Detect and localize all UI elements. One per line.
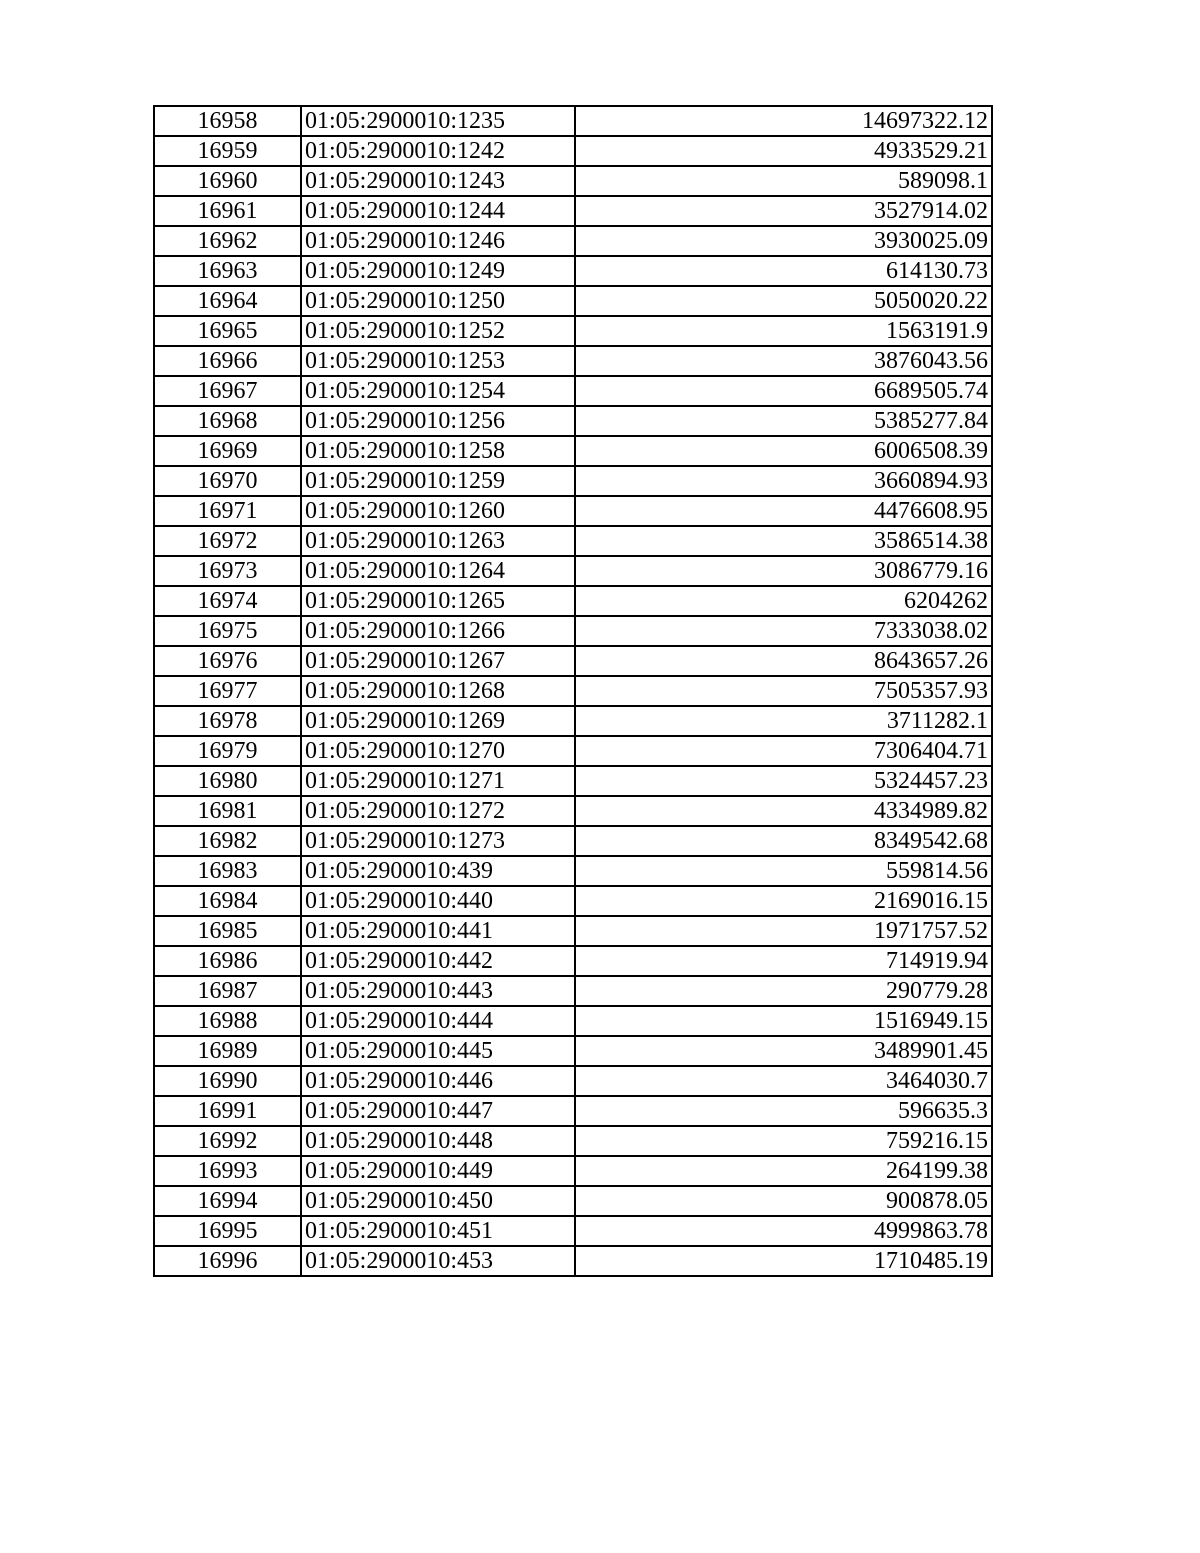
value-cell: 7333038.02: [575, 616, 992, 646]
table-row: [154, 976, 992, 1006]
row-number-cell: 16993: [154, 1156, 301, 1186]
value-cell: 3527914.02: [575, 196, 992, 226]
value-cell: 900878.05: [575, 1186, 992, 1216]
row-number-cell: 16959: [154, 136, 301, 166]
cadastral-number-cell: 01:05:2900010:1250: [301, 286, 575, 316]
table-row: [154, 1186, 992, 1216]
table-row: [154, 436, 992, 466]
value-cell: 1710485.19: [575, 1246, 992, 1276]
cadastral-number-cell: 01:05:2900010:441: [301, 916, 575, 946]
table-row: [154, 1216, 992, 1246]
row-number-cell: 16979: [154, 736, 301, 766]
table-row: [154, 736, 992, 766]
cadastral-number-cell: 01:05:2900010:439: [301, 856, 575, 886]
row-number-cell: 16981: [154, 796, 301, 826]
cadastral-number-cell: 01:05:2900010:1246: [301, 226, 575, 256]
row-number-cell: 16958: [154, 106, 301, 136]
cadastral-number-cell: 01:05:2900010:1235: [301, 106, 575, 136]
cadastral-number-cell: 01:05:2900010:1260: [301, 496, 575, 526]
row-number-cell: 16977: [154, 676, 301, 706]
value-cell: 3586514.38: [575, 526, 992, 556]
table-row: [154, 1036, 992, 1066]
row-number-cell: 16973: [154, 556, 301, 586]
row-number-cell: 16967: [154, 376, 301, 406]
row-number-cell: 16969: [154, 436, 301, 466]
table-row: [154, 1066, 992, 1096]
row-number-cell: 16982: [154, 826, 301, 856]
row-number-cell: 16970: [154, 466, 301, 496]
value-cell: 1971757.52: [575, 916, 992, 946]
value-cell: 6006508.39: [575, 436, 992, 466]
cadastral-number-cell: 01:05:2900010:1267: [301, 646, 575, 676]
value-cell: 3464030.7: [575, 1066, 992, 1096]
row-number-cell: 16971: [154, 496, 301, 526]
value-cell: 3489901.45: [575, 1036, 992, 1066]
value-cell: 614130.73: [575, 256, 992, 286]
table-row: [154, 766, 992, 796]
row-number-cell: 16966: [154, 346, 301, 376]
table-row: [154, 676, 992, 706]
table-row: [154, 856, 992, 886]
row-number-cell: 16976: [154, 646, 301, 676]
row-number-cell: 16989: [154, 1036, 301, 1066]
row-number-cell: 16994: [154, 1186, 301, 1216]
cadastral-number-cell: 01:05:2900010:1243: [301, 166, 575, 196]
value-cell: 714919.94: [575, 946, 992, 976]
cadastral-number-cell: 01:05:2900010:1253: [301, 346, 575, 376]
table-row: [154, 1096, 992, 1126]
value-cell: 7505357.93: [575, 676, 992, 706]
value-cell: 8349542.68: [575, 826, 992, 856]
value-cell: 5050020.22: [575, 286, 992, 316]
cadastral-number-cell: 01:05:2900010:1256: [301, 406, 575, 436]
value-cell: 3086779.16: [575, 556, 992, 586]
cadastral-number-cell: 01:05:2900010:1263: [301, 526, 575, 556]
row-number-cell: 16960: [154, 166, 301, 196]
table-row: [154, 376, 992, 406]
row-number-cell: 16962: [154, 226, 301, 256]
table-row: [154, 706, 992, 736]
table-row: [154, 496, 992, 526]
value-cell: 14697322.12: [575, 106, 992, 136]
value-cell: 7306404.71: [575, 736, 992, 766]
value-cell: 4334989.82: [575, 796, 992, 826]
table-row: [154, 166, 992, 196]
value-cell: 5385277.84: [575, 406, 992, 436]
table-row: [154, 466, 992, 496]
table-row: [154, 526, 992, 556]
table-row: [154, 946, 992, 976]
cadastral-number-cell: 01:05:2900010:450: [301, 1186, 575, 1216]
table-row: [154, 796, 992, 826]
table-row: [154, 916, 992, 946]
row-number-cell: 16974: [154, 586, 301, 616]
value-cell: 559814.56: [575, 856, 992, 886]
row-number-cell: 16985: [154, 916, 301, 946]
row-number-cell: 16975: [154, 616, 301, 646]
value-cell: 8643657.26: [575, 646, 992, 676]
cadastral-number-cell: 01:05:2900010:447: [301, 1096, 575, 1126]
cadastral-number-cell: 01:05:2900010:1252: [301, 316, 575, 346]
value-cell: 2169016.15: [575, 886, 992, 916]
table-row: [154, 1246, 992, 1276]
table-row: [154, 1126, 992, 1156]
table-row: [154, 196, 992, 226]
value-cell: 1563191.9: [575, 316, 992, 346]
cadastral-number-cell: 01:05:2900010:440: [301, 886, 575, 916]
cadastral-number-cell: 01:05:2900010:443: [301, 976, 575, 1006]
value-cell: 3711282.1: [575, 706, 992, 736]
row-number-cell: 16963: [154, 256, 301, 286]
row-number-cell: 16978: [154, 706, 301, 736]
cadastral-number-cell: 01:05:2900010:453: [301, 1246, 575, 1276]
row-number-cell: 16995: [154, 1216, 301, 1246]
cadastral-number-cell: 01:05:2900010:446: [301, 1066, 575, 1096]
cadastral-number-cell: 01:05:2900010:1271: [301, 766, 575, 796]
cadastral-number-cell: 01:05:2900010:1242: [301, 136, 575, 166]
table-row: [154, 346, 992, 376]
row-number-cell: 16983: [154, 856, 301, 886]
table-row: [154, 826, 992, 856]
row-number-cell: 16984: [154, 886, 301, 916]
value-cell: 1516949.15: [575, 1006, 992, 1036]
data-table: [153, 105, 993, 1277]
table-body: [154, 106, 992, 1276]
cadastral-number-cell: 01:05:2900010:1258: [301, 436, 575, 466]
cadastral-number-cell: 01:05:2900010:1244: [301, 196, 575, 226]
table-row: [154, 316, 992, 346]
table-row: [154, 616, 992, 646]
table-row: [154, 136, 992, 166]
table-row: [154, 286, 992, 316]
row-number-cell: 16996: [154, 1246, 301, 1276]
cadastral-number-cell: 01:05:2900010:444: [301, 1006, 575, 1036]
cadastral-number-cell: 01:05:2900010:1266: [301, 616, 575, 646]
value-cell: 6204262: [575, 586, 992, 616]
table-row: [154, 1156, 992, 1186]
cadastral-number-cell: 01:05:2900010:448: [301, 1126, 575, 1156]
row-number-cell: 16980: [154, 766, 301, 796]
value-cell: 290779.28: [575, 976, 992, 1006]
row-number-cell: 16991: [154, 1096, 301, 1126]
value-cell: 4476608.95: [575, 496, 992, 526]
cadastral-number-cell: 01:05:2900010:1270: [301, 736, 575, 766]
value-cell: 589098.1: [575, 166, 992, 196]
table-row: [154, 406, 992, 436]
cadastral-number-cell: 01:05:2900010:1254: [301, 376, 575, 406]
value-cell: 4933529.21: [575, 136, 992, 166]
value-cell: 3660894.93: [575, 466, 992, 496]
table-row: [154, 586, 992, 616]
cadastral-number-cell: 01:05:2900010:442: [301, 946, 575, 976]
value-cell: 596635.3: [575, 1096, 992, 1126]
value-cell: 3876043.56: [575, 346, 992, 376]
table-row: [154, 886, 992, 916]
table-row: [154, 256, 992, 286]
value-cell: 759216.15: [575, 1126, 992, 1156]
table-row: [154, 226, 992, 256]
row-number-cell: 16972: [154, 526, 301, 556]
table-row: [154, 556, 992, 586]
cadastral-number-cell: 01:05:2900010:1269: [301, 706, 575, 736]
value-cell: 4999863.78: [575, 1216, 992, 1246]
cadastral-number-cell: 01:05:2900010:449: [301, 1156, 575, 1186]
table-row: [154, 646, 992, 676]
cadastral-number-cell: 01:05:2900010:1265: [301, 586, 575, 616]
cadastral-number-cell: 01:05:2900010:1272: [301, 796, 575, 826]
table-row: [154, 106, 992, 136]
row-number-cell: 16988: [154, 1006, 301, 1036]
value-cell: 264199.38: [575, 1156, 992, 1186]
row-number-cell: 16968: [154, 406, 301, 436]
row-number-cell: 16964: [154, 286, 301, 316]
value-cell: 5324457.23: [575, 766, 992, 796]
row-number-cell: 16961: [154, 196, 301, 226]
row-number-cell: 16965: [154, 316, 301, 346]
value-cell: 6689505.74: [575, 376, 992, 406]
table-row: [154, 1006, 992, 1036]
cadastral-number-cell: 01:05:2900010:1268: [301, 676, 575, 706]
cadastral-number-cell: 01:05:2900010:445: [301, 1036, 575, 1066]
row-number-cell: 16986: [154, 946, 301, 976]
row-number-cell: 16990: [154, 1066, 301, 1096]
cadastral-number-cell: 01:05:2900010:1273: [301, 826, 575, 856]
value-cell: 3930025.09: [575, 226, 992, 256]
cadastral-number-cell: 01:05:2900010:1259: [301, 466, 575, 496]
cadastral-number-cell: 01:05:2900010:1249: [301, 256, 575, 286]
row-number-cell: 16992: [154, 1126, 301, 1156]
row-number-cell: 16987: [154, 976, 301, 1006]
cadastral-number-cell: 01:05:2900010:1264: [301, 556, 575, 586]
cadastral-number-cell: 01:05:2900010:451: [301, 1216, 575, 1246]
